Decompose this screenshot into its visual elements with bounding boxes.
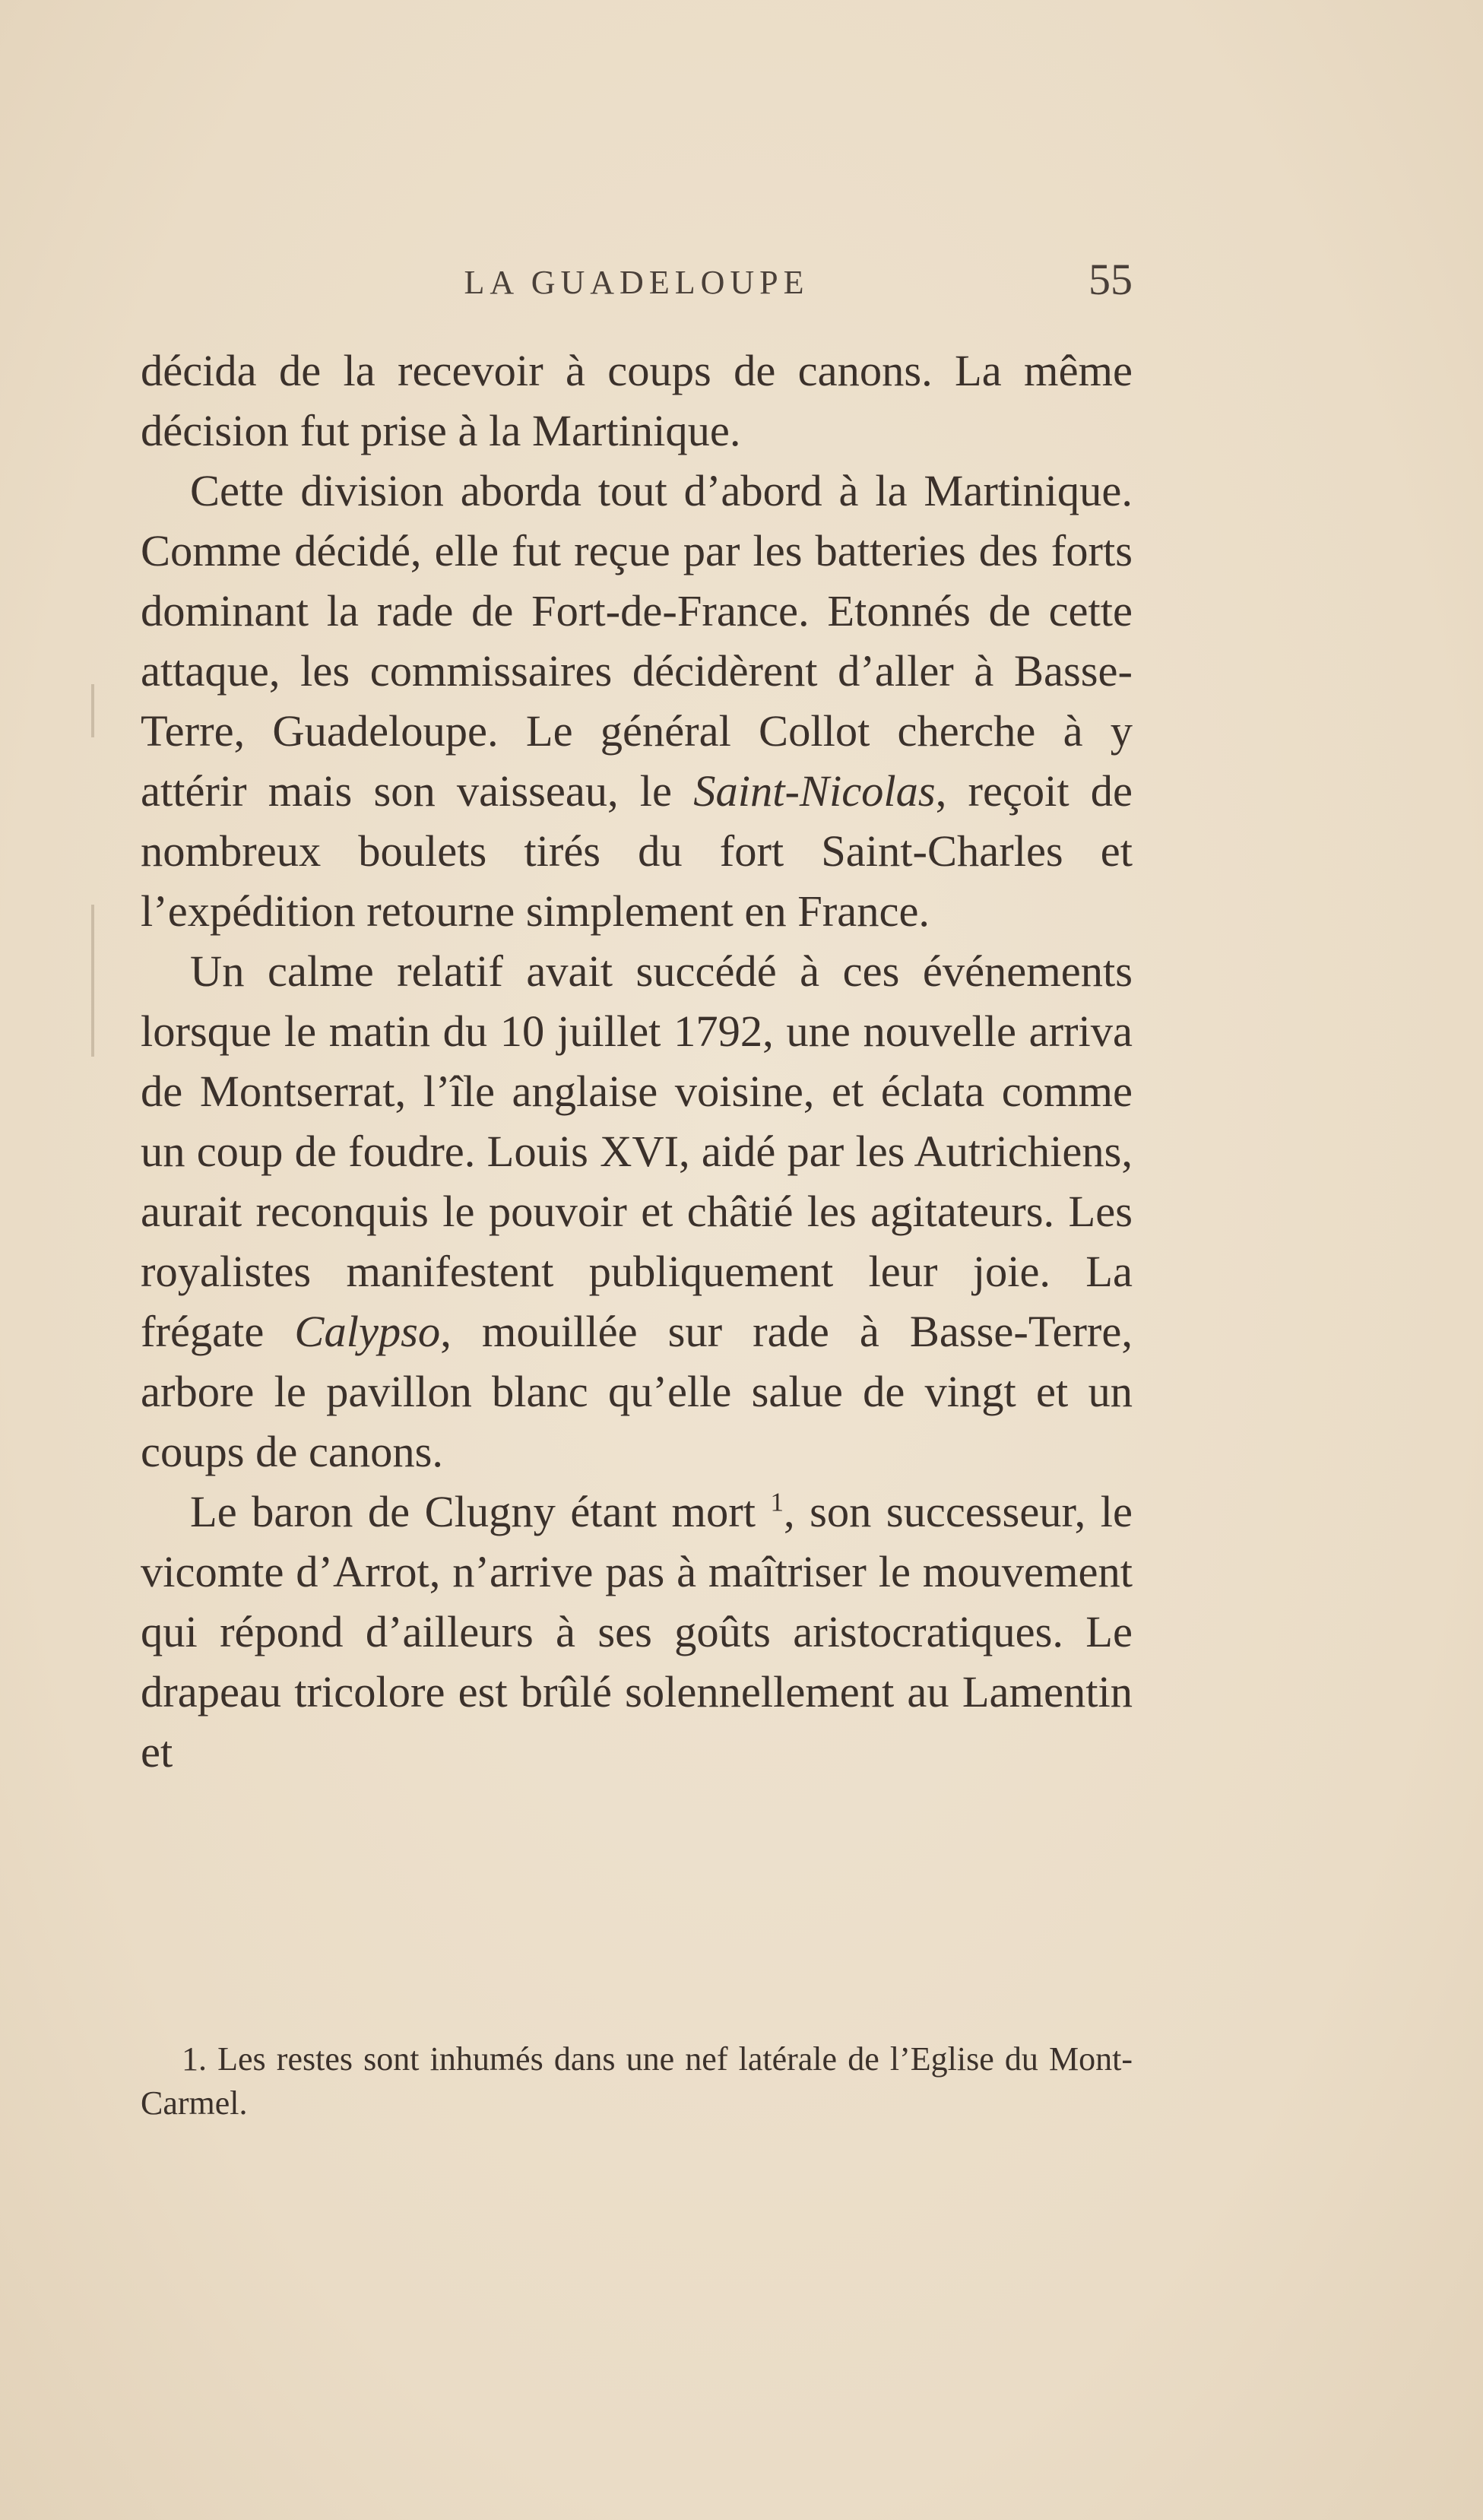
paragraph-text: Le baron de Clugny étant mort <box>190 1487 771 1536</box>
footnote <box>141 2037 1133 2125</box>
page-number: 55 <box>1088 255 1133 304</box>
ship-name: Calypso <box>294 1307 441 1356</box>
paragraph-text: Cette division aborda tout d’abord à la Martinique. Comme décidé, elle fut reçue par les batteries des forts dominant la rade de Fort-de-France. Etonnés de cette attaque, les commissaires décidèrent d’aller à Basse-Terre, Guadeloupe. Le général Collot cherche à y attérir mais son vaisseau, le <box>141 466 1133 816</box>
margin-mark <box>91 905 94 1057</box>
paragraph <box>141 1482 1133 1782</box>
paragraph <box>141 461 1133 941</box>
paragraph-text: , reçoit de nombreux boulets tirés du fort Saint-Charles et l’expédition retourne simplement en France. <box>141 766 1133 936</box>
paragraph <box>141 941 1133 1482</box>
paragraph-text: , mouillée sur rade à Basse-Terre, arbore le pavillon blanc qu’elle salue de vingt et un coups de canons. <box>141 1307 1133 1476</box>
ship-name: Saint-Nicolas <box>693 766 936 816</box>
footnote-text: 1. Les restes sont inhumés dans une nef latérale de l’Eglise du Mont-Carmel. <box>141 2040 1133 2122</box>
running-title: LA GUADELOUPE <box>464 264 810 301</box>
paragraph-text: décida de la recevoir à coups de canons. La même décision fut prise à la Martinique. <box>141 346 1133 455</box>
paragraph-text: Un calme relatif avait succédé à ces événements lorsque le matin du 10 juillet 1792, une nouvelle arriva de Montserrat, l’île anglaise voisine, et éclata comme un coup de foudre. Louis XVI, aidé par les Autrichiens, aurait reconquis le pouvoir et châtié les agitateurs. Les royalistes manifestent publiquement leur joie. La frégate <box>141 946 1133 1356</box>
body-text <box>141 341 1133 1782</box>
footnote-reference: 1 <box>770 1487 784 1517</box>
paragraph-text: , son successeur, le vicomte d’Arrot, n’arrive pas à maîtriser le mouvement qui répond d’ailleurs à ses goûts aristocratiques. Le drapeau tricolore est brûlé solennellement au Lamentin et <box>141 1487 1133 1777</box>
page-header <box>141 254 1133 307</box>
paragraph <box>141 341 1133 461</box>
margin-mark <box>91 684 94 737</box>
